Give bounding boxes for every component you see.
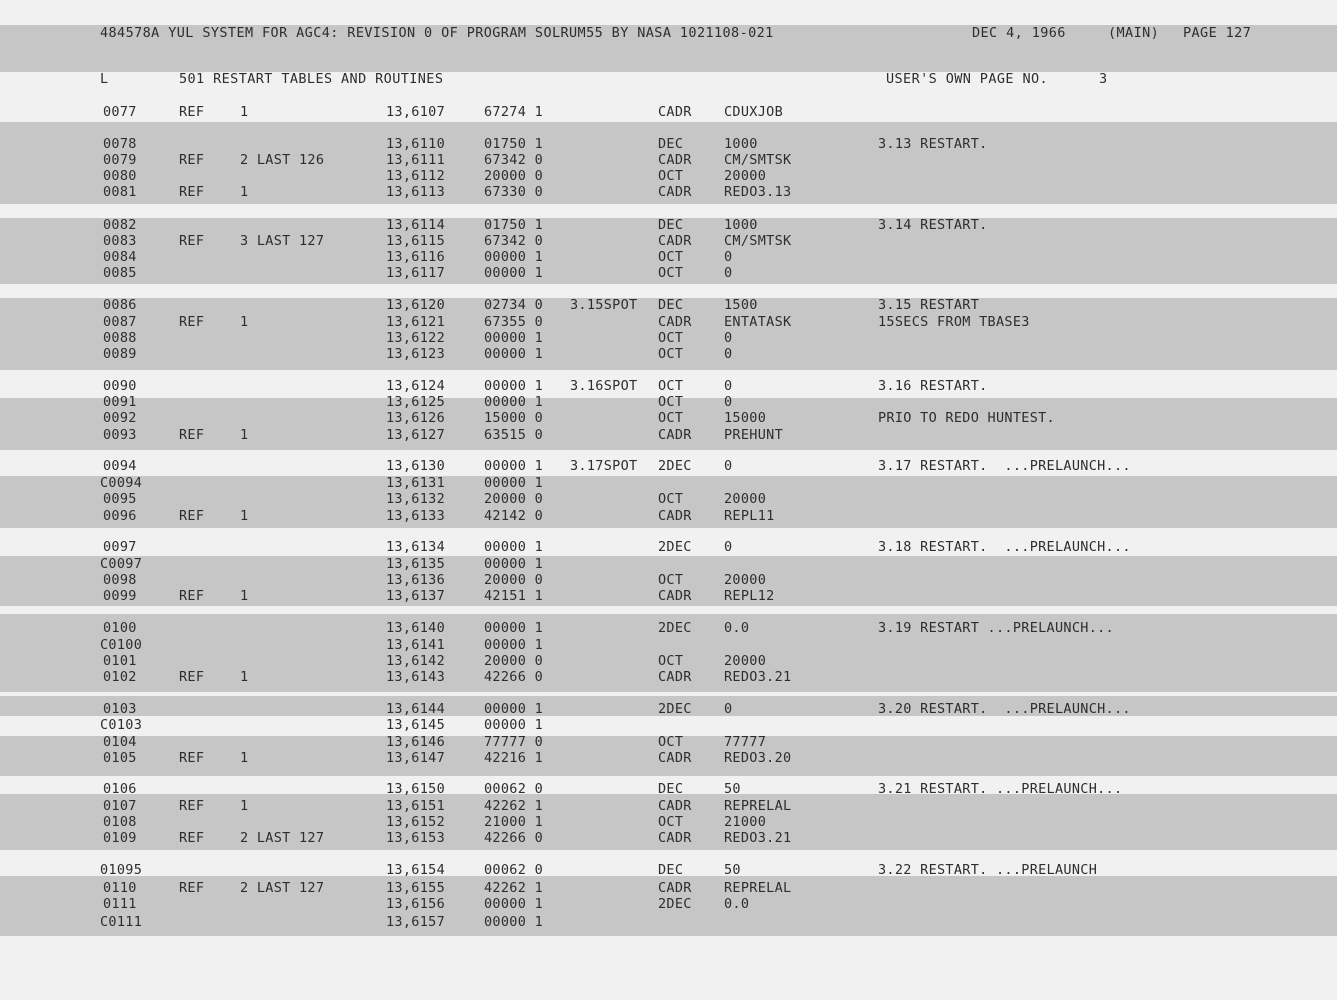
address: 13,6135	[386, 556, 445, 572]
listing-row	[0, 861, 1337, 879]
octal-word: 15000 0	[484, 410, 543, 426]
operand: 20000	[724, 168, 767, 184]
address: 13,6126	[386, 410, 445, 426]
address: 13,6146	[386, 734, 445, 750]
line-number: C0094	[100, 475, 143, 491]
octal-word: 20000 0	[484, 491, 543, 507]
address: 13,6121	[386, 314, 445, 330]
address: 13,6154	[386, 862, 445, 878]
operand: 1000	[724, 217, 758, 233]
octal-word: 00000 1	[484, 346, 543, 362]
octal-word: 42262 1	[484, 880, 543, 896]
operand: 0.0	[724, 620, 750, 636]
octal-word: 00000 1	[484, 265, 543, 281]
line-number: 0088	[103, 330, 137, 346]
opcode: 2DEC	[658, 896, 692, 912]
ref-count: 1	[240, 669, 249, 685]
operand: 0	[724, 249, 733, 265]
opcode: DEC	[658, 862, 684, 878]
listing-row	[0, 490, 1337, 508]
listing-row	[0, 426, 1337, 444]
opcode: OCT	[658, 653, 684, 669]
listing-row	[0, 507, 1337, 525]
opcode: DEC	[658, 136, 684, 152]
opcode: OCT	[658, 394, 684, 410]
operand: 0.0	[724, 896, 750, 912]
listing-row	[0, 619, 1337, 637]
ref-marker: REF	[179, 588, 205, 604]
octal-word: 00000 1	[484, 637, 543, 653]
address: 13,6151	[386, 798, 445, 814]
operand: REPL11	[724, 508, 775, 524]
listing-row	[0, 264, 1337, 282]
octal-word: 00000 1	[484, 249, 543, 265]
octal-word: 67342 0	[484, 152, 543, 168]
opcode: CADR	[658, 427, 692, 443]
line-number: 0085	[103, 265, 137, 281]
operand: 0	[724, 346, 733, 362]
octal-word: 77777 0	[484, 734, 543, 750]
ref-marker: REF	[179, 184, 205, 200]
octal-word: 00000 1	[484, 330, 543, 346]
line-number: 0084	[103, 249, 137, 265]
octal-word: 01750 1	[484, 136, 543, 152]
operand: 50	[724, 781, 741, 797]
listing-row	[0, 913, 1337, 931]
line-number: 0082	[103, 217, 137, 233]
octal-word: 00062 0	[484, 781, 543, 797]
line-number: 0108	[103, 814, 137, 830]
operand: 77777	[724, 734, 767, 750]
symbol-label: 3.17SPOT	[570, 458, 638, 474]
line-number: 0097	[103, 539, 137, 555]
operand: 0	[724, 330, 733, 346]
opcode: CADR	[658, 104, 692, 120]
line-number: 0079	[103, 152, 137, 168]
comment: 3.16 RESTART.	[878, 378, 988, 394]
opcode: CADR	[658, 798, 692, 814]
comment: 15SECS FROM TBASE3	[878, 314, 1030, 330]
line-number: C0111	[100, 914, 143, 930]
address: 13,6157	[386, 914, 445, 930]
octal-word: 00000 1	[484, 539, 543, 555]
listing-date: DEC 4, 1966	[972, 25, 1066, 41]
listing-section: (MAIN)	[1108, 25, 1160, 41]
address: 13,6153	[386, 830, 445, 846]
ref-count: 2 LAST 127	[240, 830, 325, 846]
operand: REDO3.20	[724, 750, 792, 766]
octal-word: 21000 1	[484, 814, 543, 830]
listing-page: PAGE 127	[1183, 25, 1252, 41]
address: 13,6113	[386, 184, 445, 200]
operand: REDO3.13	[724, 184, 792, 200]
octal-word: 00000 1	[484, 896, 543, 912]
line-number: 01095	[100, 862, 143, 878]
symbol-label: 3.16SPOT	[570, 378, 638, 394]
log-section-title: 501 RESTART TABLES AND ROUTINES	[179, 71, 444, 87]
octal-word: 42216 1	[484, 750, 543, 766]
octal-word: 67355 0	[484, 314, 543, 330]
address: 13,6136	[386, 572, 445, 588]
address: 13,6140	[386, 620, 445, 636]
line-number: 0094	[103, 458, 137, 474]
ref-count: 1	[240, 427, 249, 443]
comment: 3.21 RESTART. ...PRELAUNCH...	[878, 781, 1123, 797]
line-number: C0100	[100, 637, 143, 653]
line-number: C0097	[100, 556, 143, 572]
address: 13,6127	[386, 427, 445, 443]
line-number: 0083	[103, 233, 137, 249]
opcode: OCT	[658, 491, 684, 507]
users-page-label: USER'S OWN PAGE NO.	[886, 71, 1049, 87]
line-number: 0109	[103, 830, 137, 846]
listing-row	[0, 183, 1337, 201]
opcode: OCT	[658, 330, 684, 346]
line-number: 0091	[103, 394, 137, 410]
line-number: 0105	[103, 750, 137, 766]
address: 13,6124	[386, 378, 445, 394]
opcode: OCT	[658, 410, 684, 426]
address: 13,6137	[386, 588, 445, 604]
ref-marker: REF	[179, 427, 205, 443]
line-number: 0086	[103, 297, 137, 313]
address: 13,6132	[386, 491, 445, 507]
line-number: 0102	[103, 669, 137, 685]
listing-row	[0, 345, 1337, 363]
ref-count: 1	[240, 798, 249, 814]
line-number: 0096	[103, 508, 137, 524]
operand: 0	[724, 539, 733, 555]
listing-title: 484578A YUL SYSTEM FOR AGC4: REVISION 0 OF PROGRAM SOLRUM55 BY NASA 1021108-021	[100, 25, 774, 41]
octal-word: 02734 0	[484, 297, 543, 313]
address: 13,6145	[386, 717, 445, 733]
line-number: 0090	[103, 378, 137, 394]
octal-word: 01750 1	[484, 217, 543, 233]
operand: 15000	[724, 410, 767, 426]
octal-word: 00000 1	[484, 717, 543, 733]
address: 13,6117	[386, 265, 445, 281]
address: 13,6123	[386, 346, 445, 362]
opcode: CADR	[658, 314, 692, 330]
address: 13,6125	[386, 394, 445, 410]
opcode: CADR	[658, 880, 692, 896]
operand: PREHUNT	[724, 427, 783, 443]
octal-word: 00000 1	[484, 701, 543, 717]
address: 13,6122	[386, 330, 445, 346]
operand: 0	[724, 458, 733, 474]
ref-marker: REF	[179, 798, 205, 814]
address: 13,6114	[386, 217, 445, 233]
ref-count: 3 LAST 127	[240, 233, 325, 249]
opcode: CADR	[658, 750, 692, 766]
octal-word: 00062 0	[484, 862, 543, 878]
comment: PRIO TO REDO HUNTEST.	[878, 410, 1055, 426]
symbol-label: 3.15SPOT	[570, 297, 638, 313]
operand: CDUXJOB	[724, 104, 783, 120]
address: 13,6120	[386, 297, 445, 313]
line-number: 0100	[103, 620, 137, 636]
address: 13,6141	[386, 637, 445, 653]
comment: 3.17 RESTART. ...PRELAUNCH...	[878, 458, 1131, 474]
comment: 3.15 RESTART	[878, 297, 980, 313]
octal-word: 00000 1	[484, 378, 543, 394]
line-number: 0098	[103, 572, 137, 588]
ref-count: 1	[240, 104, 249, 120]
operand: ENTATASK	[724, 314, 792, 330]
comment: 3.13 RESTART.	[878, 136, 988, 152]
operand: 21000	[724, 814, 767, 830]
line-number: 0080	[103, 168, 137, 184]
opcode: 2DEC	[658, 458, 692, 474]
opcode: CADR	[658, 152, 692, 168]
octal-word: 00000 1	[484, 556, 543, 572]
address: 13,6110	[386, 136, 445, 152]
opcode: OCT	[658, 265, 684, 281]
line-number: 0087	[103, 314, 137, 330]
opcode: DEC	[658, 297, 684, 313]
octal-word: 67342 0	[484, 233, 543, 249]
line-number: 0103	[103, 701, 137, 717]
ref-count: 2 LAST 127	[240, 880, 325, 896]
ref-marker: REF	[179, 314, 205, 330]
address: 13,6116	[386, 249, 445, 265]
operand: REDO3.21	[724, 669, 792, 685]
octal-word: 00000 1	[484, 458, 543, 474]
opcode: 2DEC	[658, 701, 692, 717]
operand: CM/SMTSK	[724, 233, 792, 249]
operand: 0	[724, 394, 733, 410]
listing-row	[0, 538, 1337, 556]
opcode: OCT	[658, 168, 684, 184]
line-number: 0077	[103, 104, 137, 120]
line-number: 0093	[103, 427, 137, 443]
ref-marker: REF	[179, 233, 205, 249]
listing-row	[0, 716, 1337, 734]
line-number: 0078	[103, 136, 137, 152]
listing-row	[0, 895, 1337, 913]
address: 13,6156	[386, 896, 445, 912]
address: 13,6115	[386, 233, 445, 249]
listing-row	[0, 103, 1337, 121]
octal-word: 67330 0	[484, 184, 543, 200]
address: 13,6144	[386, 701, 445, 717]
users-page-number: 3	[1099, 71, 1108, 87]
address: 13,6152	[386, 814, 445, 830]
ref-marker: REF	[179, 750, 205, 766]
octal-word: 42266 0	[484, 669, 543, 685]
operand: REDO3.21	[724, 830, 792, 846]
line-number: 0101	[103, 653, 137, 669]
opcode: 2DEC	[658, 620, 692, 636]
comment: 3.14 RESTART.	[878, 217, 988, 233]
listing-row	[0, 780, 1337, 798]
address: 13,6130	[386, 458, 445, 474]
ref-marker: REF	[179, 669, 205, 685]
operand: 0	[724, 378, 733, 394]
line-number: 0089	[103, 346, 137, 362]
ref-marker: REF	[179, 104, 205, 120]
line-number: 0099	[103, 588, 137, 604]
operand: REPRELAL	[724, 880, 792, 896]
listing-row	[0, 409, 1337, 427]
opcode: OCT	[658, 814, 684, 830]
line-number: 0095	[103, 491, 137, 507]
line-number: 0081	[103, 184, 137, 200]
octal-word: 42151 1	[484, 588, 543, 604]
opcode: DEC	[658, 217, 684, 233]
octal-word: 00000 1	[484, 914, 543, 930]
opcode: 2DEC	[658, 539, 692, 555]
listing-row	[0, 457, 1337, 475]
operand: 0	[724, 701, 733, 717]
line-number: 0111	[103, 896, 137, 912]
octal-word: 00000 1	[484, 394, 543, 410]
line-number: 0110	[103, 880, 137, 896]
opcode: CADR	[658, 184, 692, 200]
address: 13,6134	[386, 539, 445, 555]
opcode: OCT	[658, 249, 684, 265]
ref-marker: REF	[179, 880, 205, 896]
octal-word: 00000 1	[484, 475, 543, 491]
comment: 3.19 RESTART ...PRELAUNCH...	[878, 620, 1114, 636]
operand: 1500	[724, 297, 758, 313]
address: 13,6142	[386, 653, 445, 669]
address: 13,6112	[386, 168, 445, 184]
ref-count: 1	[240, 184, 249, 200]
address: 13,6131	[386, 475, 445, 491]
operand: REPRELAL	[724, 798, 792, 814]
listing-row	[0, 749, 1337, 767]
line-number: C0103	[100, 717, 143, 733]
marker: L	[100, 71, 109, 87]
address: 13,6147	[386, 750, 445, 766]
opcode: OCT	[658, 572, 684, 588]
ref-marker: REF	[179, 830, 205, 846]
operand: REPL12	[724, 588, 775, 604]
opcode: CADR	[658, 588, 692, 604]
octal-word: 20000 0	[484, 168, 543, 184]
octal-word: 67274 1	[484, 104, 543, 120]
opcode: CADR	[658, 508, 692, 524]
opcode: OCT	[658, 346, 684, 362]
ref-marker: REF	[179, 152, 205, 168]
operand: 0	[724, 265, 733, 281]
comment: 3.22 RESTART. ...PRELAUNCH	[878, 862, 1098, 878]
octal-word: 42266 0	[484, 830, 543, 846]
octal-word: 42142 0	[484, 508, 543, 524]
octal-word: 20000 0	[484, 572, 543, 588]
octal-word: 42262 1	[484, 798, 543, 814]
listing-row	[0, 668, 1337, 686]
ref-count: 1	[240, 588, 249, 604]
operand: 20000	[724, 572, 767, 588]
operand: 50	[724, 862, 741, 878]
address: 13,6133	[386, 508, 445, 524]
operand: 20000	[724, 653, 767, 669]
opcode: CADR	[658, 830, 692, 846]
listing-row	[0, 829, 1337, 847]
listing-row	[0, 296, 1337, 314]
listing-row	[0, 587, 1337, 605]
opcode: OCT	[658, 378, 684, 394]
operand: 20000	[724, 491, 767, 507]
address: 13,6150	[386, 781, 445, 797]
opcode: CADR	[658, 669, 692, 685]
operand: 1000	[724, 136, 758, 152]
comment: 3.20 RESTART. ...PRELAUNCH...	[878, 701, 1131, 717]
address: 13,6107	[386, 104, 445, 120]
opcode: OCT	[658, 734, 684, 750]
line-number: 0107	[103, 798, 137, 814]
operand: CM/SMTSK	[724, 152, 792, 168]
line-number: 0106	[103, 781, 137, 797]
line-number: 0092	[103, 410, 137, 426]
octal-word: 00000 1	[484, 620, 543, 636]
address: 13,6143	[386, 669, 445, 685]
ref-count: 1	[240, 314, 249, 330]
octal-word: 63515 0	[484, 427, 543, 443]
address: 13,6111	[386, 152, 445, 168]
octal-word: 20000 0	[484, 653, 543, 669]
address: 13,6155	[386, 880, 445, 896]
opcode: DEC	[658, 781, 684, 797]
comment: 3.18 RESTART. ...PRELAUNCH...	[878, 539, 1131, 555]
ref-count: 1	[240, 750, 249, 766]
opcode: CADR	[658, 233, 692, 249]
line-number: 0104	[103, 734, 137, 750]
ref-marker: REF	[179, 508, 205, 524]
ref-count: 2 LAST 126	[240, 152, 325, 168]
ref-count: 1	[240, 508, 249, 524]
